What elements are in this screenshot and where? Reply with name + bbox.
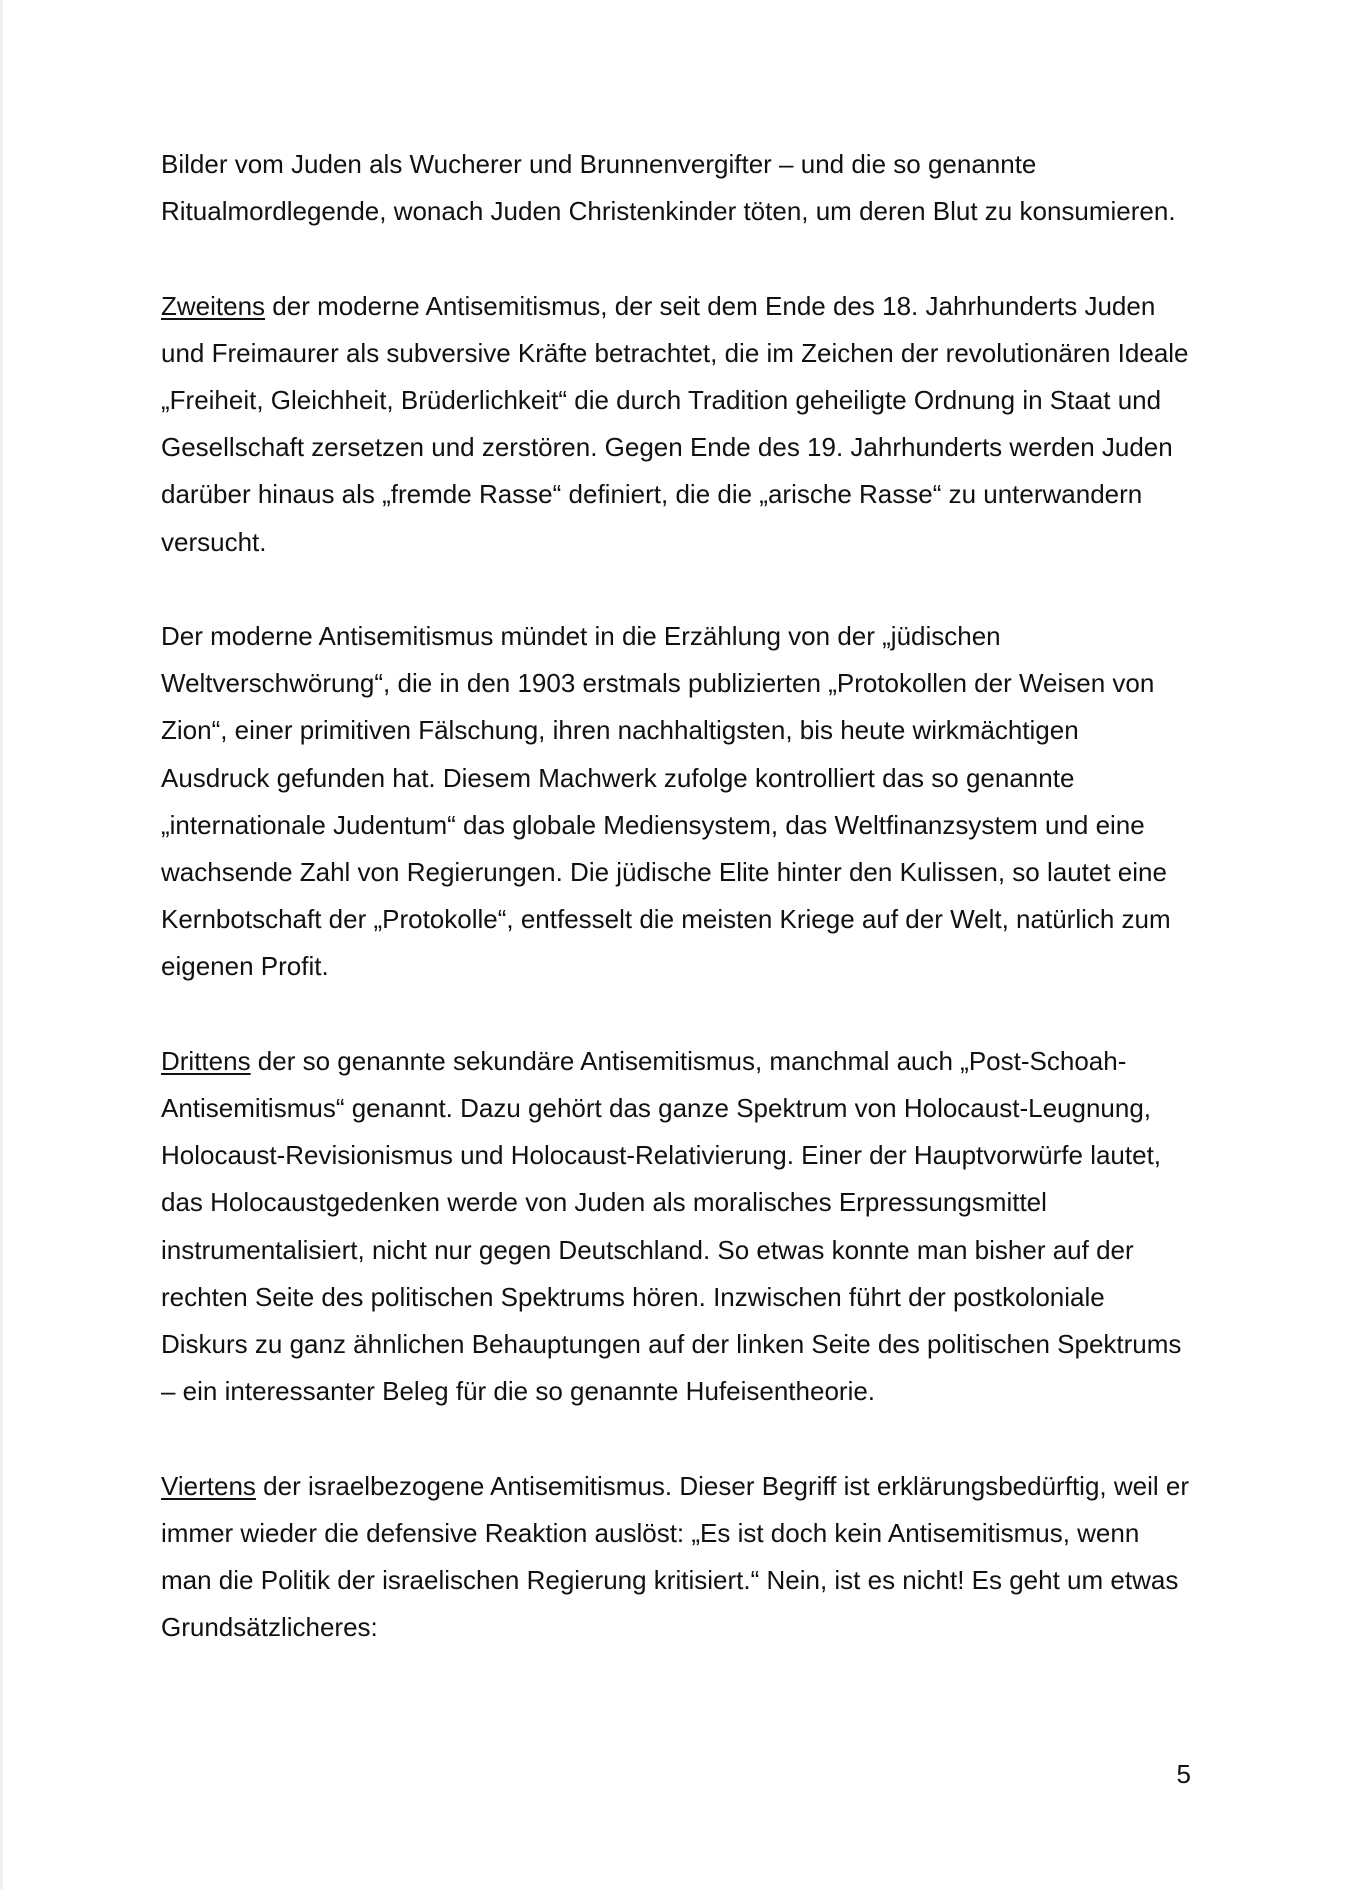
paragraph-1-text: Bilder vom Juden als Wucherer und Brunnenvergifter – und die so genannte Ritualmordlegende, wonach Juden Christenkinder töten, um deren Blut zu konsumieren.	[161, 149, 1176, 227]
paragraph-4	[161, 1038, 1189, 1416]
paragraph-2-text: der moderne Antisemitismus, der seit dem Ende des 18. Jahrhunderts Juden und Freimaurer als subversive Kräfte betrachtet, die im Zeichen der revolutionären Ideale „Freiheit, Gleichheit, Brüderlichkeit“ die durch Tradition geheiligte Ordnung in Staat und Gesellschaft zersetzen und zerstören. Gegen Ende des 19. Jahrhunderts werden Juden darüber hinaus als „fremde Rasse“ definiert, die die „arische Rasse“ zu unterwandern versucht.	[161, 290, 1189, 557]
paragraph-3	[161, 613, 1189, 991]
paragraph-4-keyword: Drittens	[161, 1045, 251, 1076]
paragraph-2-keyword: Zweitens	[161, 290, 266, 321]
page-number: 5	[1176, 1759, 1191, 1789]
paragraph-5-keyword: Viertens	[161, 1470, 256, 1501]
paragraph-4-text: der so genannte sekundäre Antisemitismus, manchmal auch „Post-Schoah-Antisemitismus“ genannt. Dazu gehört das ganze Spektrum von Holocaust-Leugnung, Holocaust-Revisionismus und Holocaust-Relativierung. Einer der Hauptvorwürfe lautet, das Holocaustgedenken werde von Juden als moralisches Erpressungsmittel instrumentalisiert, nicht nur gegen Deutschland. So etwas konnte man bisher auf der rechten Seite des politischen Spektrums hören. Inzwischen führt der postkoloniale Diskurs zu ganz ähnlichen Behauptungen auf der linken Seite des politischen Spektrums – ein interessanter Beleg für die so genannte Hufeisentheorie.	[161, 1045, 1182, 1407]
paragraph-5-text: der israelbezogene Antisemitismus. Dieser Begriff ist erklärungsbedürftig, weil er immer wieder die defensive Reaktion auslöst: „Es ist doch kein Antisemitismus, wenn man die Politik der israelischen Regierung kritisiert.“ Nein, ist es nicht! Es geht um etwas Grundsätzlicheres:	[161, 1470, 1189, 1643]
paragraph-3-text: Der moderne Antisemitismus mündet in die Erzählung von der „jüdischen Weltverschwörung“, die in den 1903 erstmals publizierten „Protokollen der Weisen von Zion“, einer primitiven Fälschung, ihren nachhaltigsten, bis heute wirkmächtigen Ausdruck gefunden hat. Diesem Machwerk zufolge kontrolliert das so genannte „internationale Judentum“ das globale Mediensystem, das Weltfinanzsystem und eine wachsende Zahl von Regierungen. Die jüdische Elite hinter den Kulissen, so lautet eine Kernbotschaft der „Protokolle“, entfesselt die meisten Kriege auf der Welt, natürlich zum eigenen Profit.	[161, 621, 1171, 982]
paragraph-5	[161, 1463, 1189, 1652]
body-text	[161, 141, 1189, 1651]
page-edge-shadow	[0, 0, 3, 1890]
paragraph-1	[161, 141, 1189, 235]
paragraph-2	[161, 283, 1189, 566]
